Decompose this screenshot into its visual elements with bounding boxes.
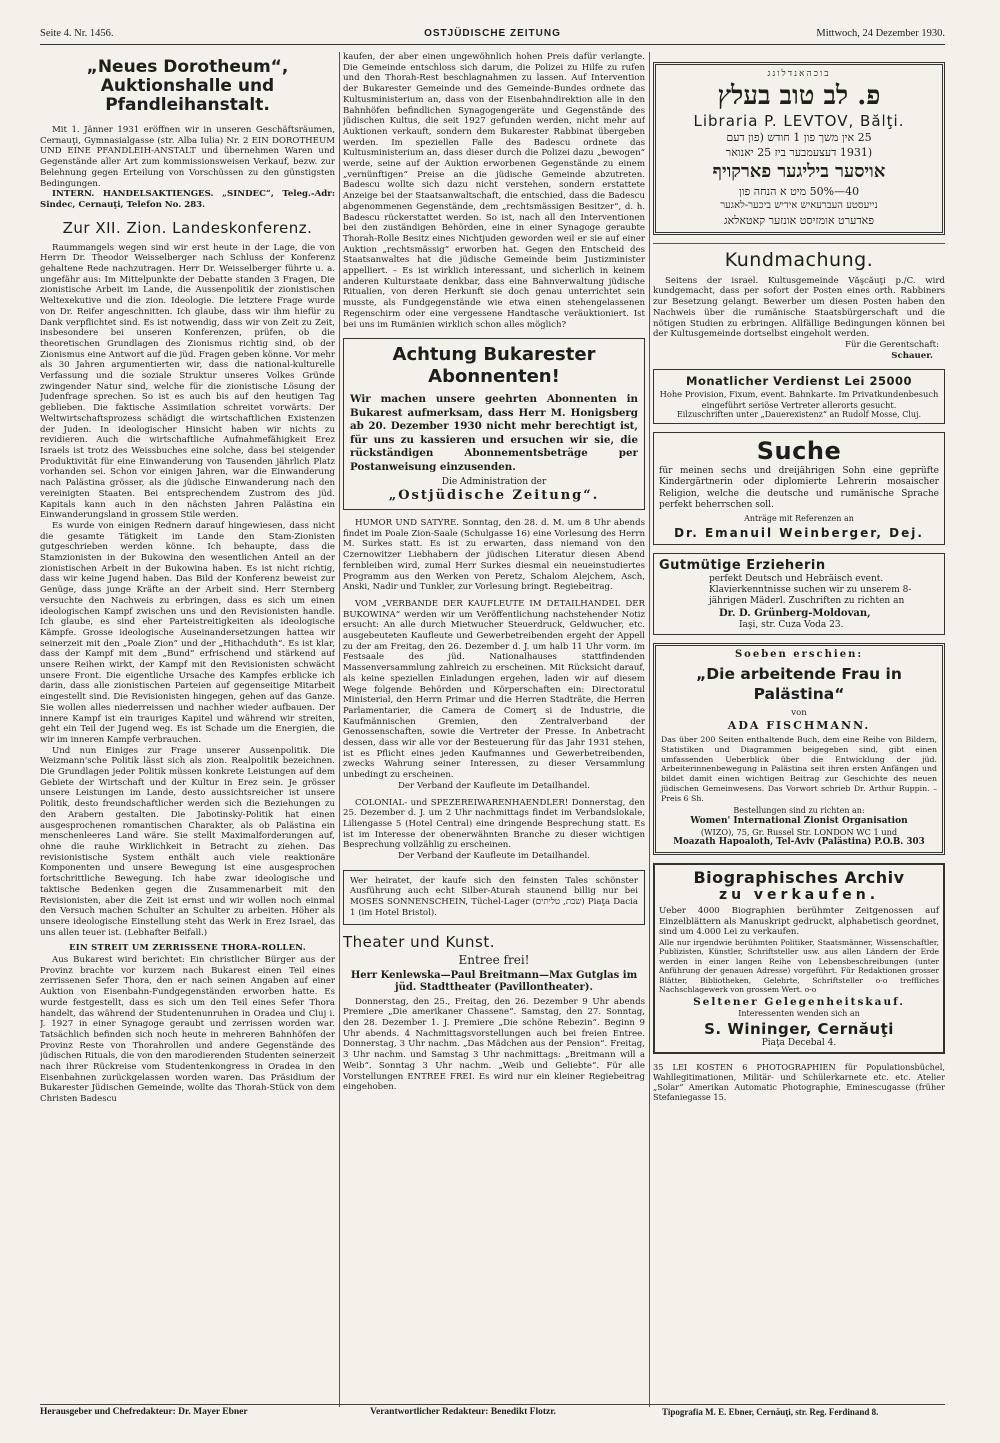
thora-continuation: kaufen, der aber einen ungewöhnlich hohen Preis dafür verlangte. Die Gemeinde entschloss sich darum, die Polizei zu Hilfe zu rufen und den Thorah-Rest beschlagnahmen zu lassen. Auf Intervention der Bukarester Gemeinde und des Gemeinde-Bundes ordnete das Kultusministerium an, dass von der Eisenbahndirektion alle in den Bahnhöfen befindlichen Synagogengeräte und Gegenstände des jüdischen Kultus, die seit 1927 gefunden werden, nicht mehr auf Auktionen verkauft, sondern dem Bukarester Rabbinat übergeben werden. Im speziellen Falle des Badescu ordnete das Kultusministerium an, dass dieser durch die Polizei dazu „bewogen“ werde, seine auf der Auktion erworbenen Gegenstände zu einem „vernünftigen“ Preise an die jüdische Gemeinde abzutreten. Badescu wollte sich dazu nicht verstehen, sondern erstattete Anzeige bei der Staatsanwaltschaft, die entschied, dass die Badescu abgenommenen Gegenstände, dem „rechtsmässigen Besitzer“, d. h. Badescu rückerstattet werden. So ist, nach all den Interventionen bei den zuständigen Behörden, eine in einer Synagoge geraubte Thorah-Rolle Besitz eines Nichtjuden geworden weil er sie auf einer Auktion „rechtsmässig“ erworben hat. Gegen den Entscheid des Staatsanwaltes hat die jüdische Gemeinde beim Justizminister appelliert. – Es ist wirklich interessant, und sicherlich in keinem anderen Kulturstaate denkbar, dass eine Bahnverwaltung jüdische Ritualien, von deren Herkunft sie doch genau unterrichtet sein musste, als Fundgegenstände wie etwa einen stehengelassenen Regenschirm oder eine vergessene Handtasche veräuktioniert. Ist bei uns im Rumänien wirklich schon alles möglich? xyxy=(343,52,645,330)
theater-cast: Herr Kenlewska—Paul Breitmann—Max Gutglas im jüd. Stadttheater (Pavillontheater). xyxy=(350,969,638,994)
thora-headline: EIN STREIT UM ZERRISSENE THORA-ROLLEN. xyxy=(69,942,306,953)
dorotheum-headline: „Neues Dorotheum“, Auktionshalle und Pfandleihanstalt. xyxy=(86,57,289,115)
foto-ad: 35 LEI KOSTEN 6 PHOTOGRAPHIEN für Populationsbüchel, Wahllegitimationen, Militär- und Schülerkarnete etc. etc. Atelier „Solar“ Amerikan Automatic Photographie, Eminescugasse (früher Stefaniegasse 15. xyxy=(653,1061,945,1103)
levtov-hebrew-sale: אויסער ביליגער פארקויף xyxy=(712,160,886,182)
achtung-admin: Die Administration der xyxy=(441,477,547,488)
levtov-hebrew-label: בוכהאנדלונג xyxy=(767,69,831,79)
bio-contact-address: Piaţa Decebal 4. xyxy=(761,1038,837,1049)
levtov-line: (1931 דעצעמבער ביז 25 יאנואר xyxy=(725,145,873,159)
thora-text: Aus Bukarest wird berichtet: Ein christlicher Bürger aus der Provinz brachte vor kurzem nach Bukarest einen Teil eines zerrissenen Sefer Thora, den er nach seinen Angaben auf einer Auktion von Eisenbahn-Fundgegenständen erworben hatte. Es wurde festgestellt, dass es sich um den Teil eines Sefer Thora handelt, das während der Studentenunruhen in Oradea und Cluj i. J. 1927 in einer Synagoge geraubt und zerrissen worden war. Tatsächlich befinden sich noch heute in mehreren Bahnhöfen der Provinz Reste von Thorahrollen und andere Gegenstände des jüdischen Rituals, die von den marodierenden Studenten seinerzeit nach ihrer Rückreise vom Studentenkongress in Oradea in den Eisenbahnen zurückgelassen worden waren. Das Präsidium der Bukarester Jüdischen Gemeinde, wollte das Thorah-Stück von dem Christen Badescu xyxy=(40,955,335,1105)
erzieherin-ad xyxy=(653,553,945,635)
theater-program: Donnerstag, den 25., Freitag, den 26. Dezember 9 Uhr abends Premiere „Die amerikaner Chassene“. Samstag, den 27. Sonntag, den 28. Dezember 1. J. Premiere „Die schöne Rebezin“. Beginn 9 Uhr abends. 4 Nachmittagsvorstellungen auch bei freien Entree. Donnerstag, 3 Uhr nachm. „Das Mädchen aus der Pension“. Freitag, 3 Uhr nachm. und Samstag 3 Uhr nachmittags: „Breitmann will a Weib“. Sonntag 3 Uhr nachm. „Weib und Geliebte“. Für alle Vorstellungen ENTREE FREI. Es wird nur ein kleiner Regiebeitrag eingehoben. xyxy=(343,996,645,1093)
bio-rare: Seltener Gelegenheitskauf. xyxy=(693,996,905,1009)
verdienst-contact: Eilzuschriften unter „Dauerexistenz“ an Rudolf Mosse, Cluj. xyxy=(676,409,922,419)
frau-order: Bestellungen sind zu richten an: xyxy=(733,805,865,815)
tales-ad-text: Wer heiratet, der kaufe sich den feinsten Tales schönster Ausführung auch echt Silber-Aturah staunend billig nur bei MOSES SONNENSCHEIN, Tüchel-Lager (שבת, טליתים) Piaţa Dacia 1 (im Hotel Bristol). xyxy=(350,875,638,918)
theater-entree: Entree frei! xyxy=(458,952,530,967)
levtov-line: 40—50% מיט א הנחה פון xyxy=(738,184,860,198)
bio-text: Ueber 4000 Biographien berühmter Zeitgenossen auf Einzelblättern als Manuskript gedruckt, alphabetisch geordnet, sind um 4.000 Lei zu verkaufen. xyxy=(659,906,939,938)
column-rule xyxy=(649,52,650,1407)
bio-subheadline: zu verkaufen. xyxy=(718,887,880,904)
frau-text: Das über 200 Seiten enthaltende Buch, dem eine Reihe von Bildern, Statistiken und Diagrammen beigegeben sind, gibt einen umfassenden Ueberblick über die Entwicklung der jüd. Arbeiterinnenbewegung in Palästina seit ihren ersten Anfängen und bildet damit einen wichtigen Beitrag zur Geschichte des neuen jüdischen Gemeinwesens. Das Vorwort schrieb Dr. Arthur Ruppin. – Preis 6 Sh. xyxy=(661,734,937,803)
verdienst-text: Hohe Provision, Fixum, event. Bahnkarte. Im Privatkundenbesuch eingeführt seriöse Vertreter allerorts gesucht. xyxy=(659,389,939,410)
bio-contact-name: S. Wininger, Cernăuţi xyxy=(704,1020,894,1039)
theater-headline: Theater und Kunst. xyxy=(343,932,496,951)
frau-author: ADA FISCHMANN. xyxy=(727,718,871,732)
suche-contact: Dr. Emanuil Weinberger, Dej. xyxy=(674,525,924,540)
header-rule xyxy=(40,44,945,45)
divider xyxy=(653,243,945,244)
verband-notice: VOM „VERBANDE DER KAUFLEUTE IM DETAILHANDEL DER BUKOWINA“ werden wir um Veröffentlichung nachstehender Notiz ersucht: An alle durch Mietwucher Steuerdruck, Geldwucher, etc. ausgebeuteten Kaufleute und Gewerbetreibenden ergeht der Appell zu der am Freitag, den 26. Dezember d. J. um halb 11 Uhr vorm. im Festsaale des jüd. Nationalhauses stattfindenden Massenversammlung zahlreich zu erscheinen. Mit Rücksicht darauf, als keine speziellen Einladungen ergehen, laden wir auf diesem Wege folgende Behörden und Körperschaften ein: Directoratul Ministerial, den Herrn Primar und die Herren Stadträte, die Herren Parlamentarier, die Camera de Comerţ si de Industrie, die Kaufmännischen Gremien, den Zentralverband der Genossenschaften, sowie die Vertreter der Presse. In Anbetracht dessen, dass wir alle vor der Besteuerung für das Jahr 1931 stehen, ist es Pflicht eines jeden Kaufmannes und Gewerbetreibenden, zwecks Wahrung seiner Interessen, zu dieser Versammlung unbedingt zu erscheinen. xyxy=(343,598,645,781)
zion-paragraph: Es wurde von einigen Rednern darauf hingewiesen, dass nicht die gesamte Tätigkeit im Lande den Stam-Zionisten gutgeschrieben werden könne. Ich behaupte, dass die Stamzionisten in der Bukowina den wesentlichen Anteil an der zionistischen Arbeit in der Bukowina haben. Es ist nicht richtig, dass wir keine Jugend haben. Das Bild der Konferenz beweist zur Genüge, dass junge Kräfte an der Arbeit sind. Herr Sternberg versuchte den Nachweis zu erbringen, dass es sich um einen ideologischen Kampf zwischen uns und den Revisionisten handle. Ich glaube, es sind eher Parteistreitigkeiten als ideologische Kämpfe. Grosse ideologische Auseinandersetzungen hattea wir seinerzeit mit den „Poale Zion“ und der „Hithachduth“. Es ist klar, dass der Kampf mit dem „Bund“ erfrischend und stärkend auf unsere Reihen wirkt, der Kampf mit den Revisionisten schwächt unsere Front. Die eigentliche Ursache des Kampfes erblicke ich darin, dass alle zionistischen Parteien auf gegenseitige Mitarbeit eingestellt sind. Die Revisionisten hingegen, gehen auf das Ganze. Sie wollen alles niederreissen und nachher wieder aufbauen. Der innere Kampf ist ein trauriges Kapitel und während wir streiten, geht ein Teil der Jugend weg. Es ist Schade um die Energien, die wir im inneren Kampfe verbrauchen. xyxy=(40,520,335,745)
column-rule xyxy=(339,52,340,1407)
column-2 xyxy=(343,52,645,1404)
suche-text: für meinen sechs und dreijährigen Sohn eine geprüfte Kindergärtnerin oder diplomierte Lehrerin mosaischer Religion, welche die deutsche und rumänische Sprache perfekt beherrschen soll. xyxy=(659,465,939,511)
kundmachung-signature: Für die Gerentschaft: xyxy=(845,339,939,350)
suche-reference: Anträge mit Referenzen an xyxy=(744,513,854,523)
levtov-line: פאדערט אומזיסט אונזער קאטאלאג xyxy=(723,213,874,227)
achtung-headline: Achtung Bukarester Abonnenten! xyxy=(392,344,596,388)
achtung-paper-name: „Ostjüdische Zeitung“. xyxy=(388,487,600,503)
achtung-text: Wir machen unsere geehrten Abonnenten in Bukarest aufmerksam, dass Herr M. Honigsberg ab 20. Dezember 1930 nicht mehr berechtigt ist, für uns zu kassieren und ersuchen wir sie, die rückständigen Abonnementsbeträge per Postanweisung einzusenden. xyxy=(350,393,638,473)
frau-org: (WIZO), 75, Gr. Russel Str. LONDON WC 1 und xyxy=(700,827,898,838)
page-number: Seite 4. Nr. 1456. xyxy=(40,28,114,39)
kundmachung-headline: Kundmachung. xyxy=(724,248,874,271)
page-header xyxy=(40,28,945,44)
bio-headline: Biographisches Archiv xyxy=(693,868,905,888)
frau-von: von xyxy=(791,708,807,719)
footer-publisher: Herausgeber und Chefredakteur: Dr. Mayer Ebner xyxy=(40,1407,248,1417)
frau-org: Moazath Hapoaloth, Tel-Aviv (Palästina) P.O.B. 303 xyxy=(673,837,925,848)
levtov-line: 25 אין משך פון 1 חודש (פון דעם xyxy=(726,130,872,144)
erzieherin-address: Iaşi, str. Cuza Voda 23. xyxy=(739,619,844,630)
suche-headline: Suche xyxy=(756,436,842,465)
frau-announce: Soeben erschien: xyxy=(734,648,864,660)
humor-notice: HUMOR UND SATYRE. Sonntag, den 28. d. M. um 8 Uhr abends findet im Poale Zion-Saale (Schulgasse 16) eine Vorlesung des Herrn M. Surkes statt. Es ist zu erwarten, dass niemand von den Czernowitzer Liebhabern der jüdischen Literatur diesen Abend fernbleiben wird, zumal Herr Surkes diesmal ein neueinstudiertes Programm aus den Werken von Peretz, Schalom Alejchem, Asch, Anski, Nadir und Tunkler, zur Vorlesung bringt. Regiebeitrag. xyxy=(343,517,645,593)
frau-book-ad xyxy=(653,643,945,856)
suche-ad xyxy=(653,432,945,545)
footer-printer: Tipografia M. E. Ebner, Cernăuţi, str. Reg. Ferdinand 8. xyxy=(662,1407,879,1417)
kundmachung-text: Seitens der israel. Kultusgemeinde Văşcăuţi p./C. wird kundgemacht, dass per sofort der Posten eines orth. Rabbiners zur Besetzung gelangt. Bewerber um diesen Posten haben den Nachweis über die rumänische Staatsbürgerschaft und die nötigen Studien zu erbringen. Allfällige Bedingungen können bei der Kultusgemeinde dortselbst eingeholt werden. xyxy=(653,275,945,340)
issue-date: Mittwoch, 24 Dezember 1930. xyxy=(816,28,945,39)
levtov-ad xyxy=(653,62,945,235)
verdienst-headline: Monatlicher Verdienst Lei 25000 xyxy=(686,374,912,389)
erzieherin-contact: Dr. D. Grünberg-Moldovan, xyxy=(719,607,871,619)
levtov-latin-name: Libraria P. LEVTOV, Bălţi. xyxy=(693,111,905,130)
footer-editor: Verantwortlicher Redakteur: Benedikt Flotzr. xyxy=(370,1407,556,1417)
zion-headline: Zur XII. Zion. Landeskonferenz. xyxy=(62,218,313,237)
frau-title: „Die arbeitende Frau in Palästina“ xyxy=(696,665,902,704)
column-1 xyxy=(40,52,335,1404)
erzieherin-headline: Gutmütige Erzieherin xyxy=(659,557,826,573)
masthead: OSTJÜDISCHE ZEITUNG xyxy=(424,28,561,39)
kundmachung-signer: Schauer. xyxy=(891,350,933,361)
colonial-notice: COLONIAL- und SPEZEREIWARENHAENDLER! Donnerstag, den 25. Dezember d. J. um 2 Uhr nachmittags findet im Verbandslokale, Liliengasse 5 (Hotel Central) eine dringende Besprechung statt. Es ist im Interesse der obenerwähnten Branche zu dieser wichtigen Besprechung vollzählig zu erscheinen. xyxy=(343,797,645,851)
bio-contact-label: Interessenten wenden sich an xyxy=(738,1009,860,1019)
dorotheum-text: Mit 1. Jänner 1931 eröffnen wir in unseren Geschäftsräumen, Cernauţi, Gymnasialgasse (str. Alba Iulia) Nr. 2 EIN DOROTHEUM UND EINE PFANDLEIH-ANSTALT und übernehmen Waren und Gegenstände aller Art zum kommissionsweisen Verkauf, bezw. zur Belehnung gegen Erteilung von Vorschüssen zu den günstigsten Bedingungen. xyxy=(40,125,335,189)
biographisches-ad xyxy=(653,863,945,1054)
frau-org: Women' International Zionist Organisation xyxy=(690,816,908,827)
dorotheum-signature: INTERN. HANDELSAKTIENGES. „SINDEC“, Teleg.-Adr: Sindec, Cernauţi, Telefon No. 283. xyxy=(40,189,335,210)
zion-paragraph: Raummangels wegen sind wir erst heute in der Lage, die von Herrn Dr. Theodor Weisselberger nach Schluss der Konferenz gehaltene Rede nachzutragen. Herr Dr. Weisselberger führte u. a. ungefähr aus: Im Mittelpunkte der Debatte standen 3 Fragen, Die zionistische Arbeit im Lande, die Aussenpolitik der zionistischen Weltexekutive und die zion. Ideologie. Die letztere Frage wurde von Dr. Reifer angeschnitten. Ich glaube, dass wir ihm hiefür zu Dank verpflichtet sind. Es ist notwendig, dass wir von Zeit zu Zeit, insbesondere bei unseren Konferenzen, prüfen, ob die theoretischen Grundlagen des Zionismus richtig sind, ob der Zionismus eine Antwort auf die jüd. Fragen geben könne. Vor mehr als 30 Jahren argumentierten wir, dass die national-kulturelle Verfassung und die soziale Struktur unseres Volkes Gründe zwingender Natur sind, welche für die zionistische Lösung der Judenfrage sprechen. So ist es auch bis auf den heutigen Tag geblieben. Die faktische Assimilation schreitet vorwärts. Der Weltwirtschaftsprozess schädigt die wirtschaftlichen Existenzen der Juden. In ideologischer Hinsicht haben wir nichts zu revidieren. Auch die wirtschaftliche Aufnahmefähigkeit Erez Israels ist trotz des Weissbuches eine solche, dass bei steigender Produktivität für eine Einwanderung von Tausenden jährlich Platz vorhanden sei. Schon vor einigen Jahren, war die Einwanderung nach Palästina grösser, als die jüdische Einwanderung nach den vereinigten Staaten. Bei entsprechendem Zustrom des jüd. Kapitals kann auch in den nächsten Jahren Palästina ein Einwanderungsland in grossem Stile werden. xyxy=(40,242,335,521)
tales-ad xyxy=(343,870,645,925)
column-3 xyxy=(653,52,945,1404)
verband-signature: Der Verband der Kaufleute im Detailhandel. xyxy=(398,780,590,791)
bio-text: Alle nur irgendwie berühmten Politiker, Staatsmänner, Wissenschaftler, Publizisten, Künstler, Schriftsteller usw. aus allen Ländern der Erde werden in einer langen Reihe von Lebensbeschreibungen (unter Anführung der genauen Adresse) vorgeführt. Für Redaktionen grosser Blätter, Bibliotheken, Gelehrte, Schriftsteller o-o treffliches Nachschlagewerk von grossem Wert. o-o xyxy=(659,937,939,995)
zion-paragraph: Und nun Einiges zur Frage unserer Aussenpolitik. Die Weizmann'sche Politik lässt sich als zion. Realpolitik bezeichnen. Die Grundlagen jeder Politik müssen konkrete Leistungen auf dem Gebiete der Wirtschaft und der Kultur in Erez sein. Je grösser unsere Leistungen im Lande, desto aussichtsreicher ist unsere Politik, desto freundschaftlicher werden sich die Beziehungen zu den Arabern gestalten. Die Jabotinsky-Politik hat einen ausgesprochenen romantischen Charakter, als ob Palästina ein menschenleeres Land wäre. Sie stellt Maximalforderungen auf, ohne die rauhe Wirklichkeit in Betracht zu ziehen. Das revisionistische System enthält auch viele reaktionäre Komponenten und unsere Bewegung ist eine ausgesprochen fortschrittliche Bewegung. Ich habe zwar ideologische und taktische Bedenken gegen die Zusammenarbeit mit den Revisionisten, aber die Zeit ist ernst und wir wollen noch einmal den Versuch machen Schulter an Schulter zu arbeiten. Höher als unsere ideologische Einstellung steht das Werk in Erez Israel, das uns allen teuer ist. (Lebhafter Beifall.) xyxy=(40,745,335,938)
colonial-signature: Der Verband der Kaufleute im Detailhandel. xyxy=(398,851,590,862)
verdienst-ad xyxy=(653,369,945,424)
achtung-notice xyxy=(343,338,645,510)
erzieherin-text: perfekt Deutsch und Hebräisch event. Klavierkenntnisse suchen wir zu unserem 8-jährigen Mäderl. Zuschriften zu richten an xyxy=(709,573,912,607)
levtov-hebrew-name: פ. לב טוב בעלץ xyxy=(717,80,881,111)
levtov-line: נייעסטע העברעאיש אידיש ביכער-לאגער xyxy=(720,199,878,211)
footer-rule xyxy=(40,1404,945,1405)
